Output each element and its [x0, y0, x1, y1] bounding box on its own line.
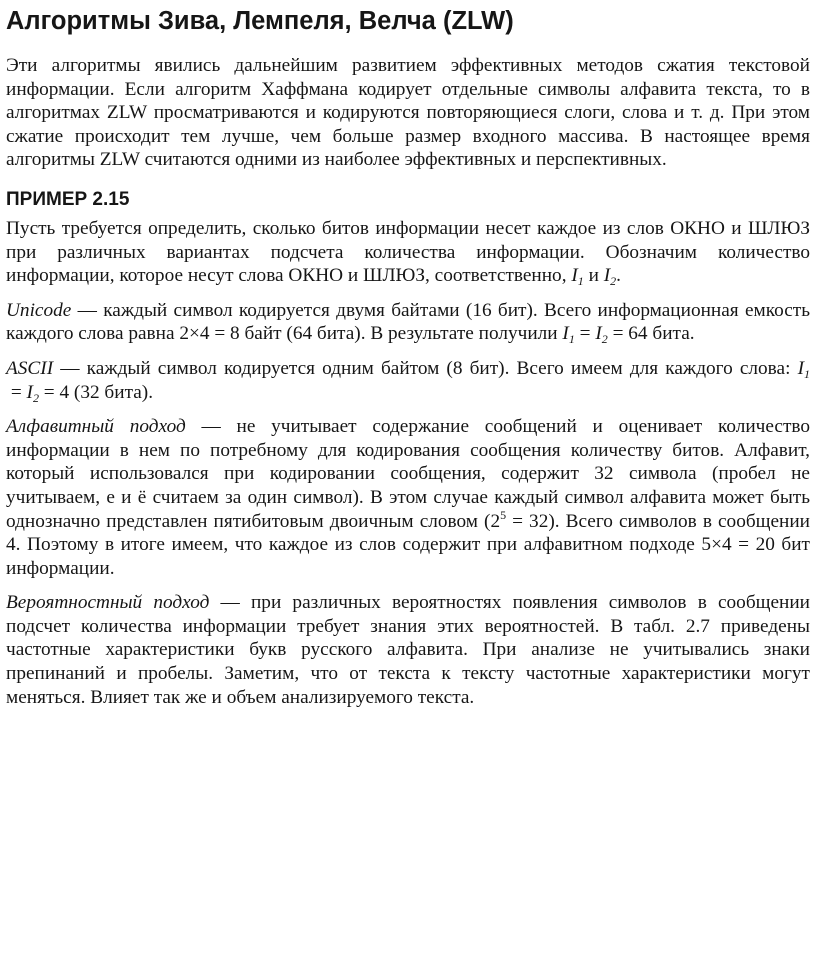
power-exp: 5 [500, 507, 507, 522]
alphabet-paragraph [6, 415, 810, 580]
unicode-var-i1: $I_1$ [562, 323, 575, 347]
ascii-result: = 4 (32 бита). [38, 381, 154, 403]
probability-text: — при различных вероятностях появления символов в сообщении подсчет количества информации требует знания этих вероятностей. В табл. 2.7 приведены частотные характеристики букв русского алфавита. При анализе не учитывались знаки препинаний и пробелы. Заметим, что от текста к тексту частотные характеристики могут меняться. Влияет так же и объем анализируемого текста. [6, 592, 810, 708]
ascii-text: — каждый символ кодируется одним байтом (8 бит). Всего имеем для каждого слова: [53, 357, 791, 379]
section-title: Алгоритмы Зива, Лемпеля, Велча (ZLW) [6, 7, 514, 35]
alphabet-term: Алфавитный подход [6, 416, 186, 438]
p1-text: Пусть требуется определить, сколько битов информации несет каждое из слов ОКНО и ШЛЮЗ при различных вариантах подсчета количества информации. Обозначим количество информации, которое несут слова ОКНО и ШЛЮЗ, соответственно, [6, 217, 810, 287]
probability-paragraph [6, 591, 810, 709]
var-i2: $I_2$ [603, 265, 617, 289]
ascii-var-i2: $I_2$ [26, 381, 39, 405]
p1-and: и [588, 265, 599, 287]
probability-term: Вероятностный подход [6, 592, 210, 614]
p1-end: . [616, 265, 621, 287]
unicode-eq: = [574, 323, 596, 345]
example-paragraph-1 [6, 217, 810, 288]
ascii-eq: = [6, 381, 27, 403]
unicode-term: Unicode [6, 299, 72, 321]
ascii-var-i1: $I_1$ [797, 357, 810, 381]
example-heading: ПРИМЕР 2.15 [6, 188, 130, 210]
intro-paragraph: Эти алгоритмы явились дальнейшим развитием эффективных методов сжатия текстовой информации. Если алгоритм Хаффмана кодирует отдельные символы алфавита текста, то в алгоритмах ZLW просматриваются и кодируются повторяющиеся слоги, слова и т. д. При этом сжатие происходит тем лучше, чем больше размер входного массива. В настоящее время алгоритмы ZLW считаются одними из наиболее эффективных и перспективных. [6, 55, 810, 171]
unicode-var-i2: $I_2$ [595, 323, 608, 347]
unicode-text: — каждый символ кодируется двумя байтами (16 бит). Всего информационная емкость каждого слова равна 2×4 = 8 байт (64 бита). В результате получили [6, 299, 810, 345]
unicode-result: = 64 бита. [607, 323, 695, 345]
alphabet-text-1: — не учитывает содержание сообщений и оценивает количество информации в нем по потребному для кодирования сообщения количеству битов. Алфавит, который использовался при кодировании сообщения, содержит 32 символа (пробел не учитываем, е и ё считаем за один символ). В этом случае каждый символ алфавита может быть однозначно представлен пятибитовым двоичным словом ( [6, 416, 810, 532]
alphabet-text-2: = 32). Всего символов в сообщении 4. Поэтому в итоге имеем, что каждое из слов содержит при алфавитном подходе 5×4 = 20 бит информации. [6, 510, 810, 579]
power-base: 2 [490, 510, 501, 532]
ascii-paragraph [6, 357, 810, 404]
unicode-paragraph [6, 299, 810, 346]
ascii-term: ASCII [6, 357, 54, 379]
var-i1: $I_1$ [571, 265, 584, 289]
